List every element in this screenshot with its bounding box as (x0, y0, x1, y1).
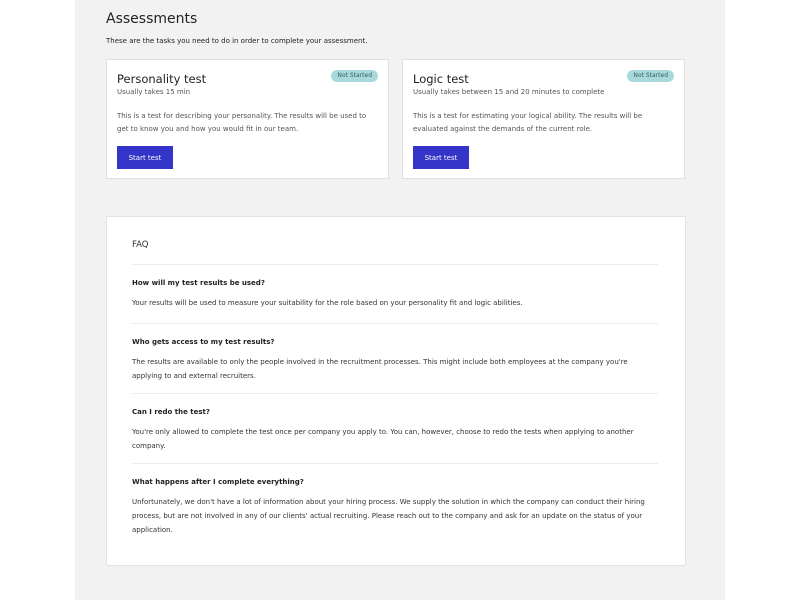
logic-test-card (402, 59, 685, 179)
faq-item (132, 463, 658, 534)
test-description: This is a test for describing your personality. The results will be used to get to know you and how you would fit in our team. (117, 112, 367, 133)
faq-answer: The results are available to only the people involved in the recruitment processes. This might include both employees at the company you're applying to and external recruiters. (132, 358, 628, 380)
faq-answer: Your results will be used to measure your suitability for the role based on your personality fit and logic abilities. (132, 299, 523, 307)
assessments-panel (75, 0, 725, 600)
start-logic-test-button[interactable]: Start test (413, 146, 469, 169)
personality-test-card (106, 59, 389, 179)
faq-answer: You're only allowed to complete the test once per company you apply to. You can, however, choose to redo the tests when applying to another company. (132, 428, 634, 450)
test-duration: Usually takes 15 min (117, 88, 191, 96)
page-subtitle: These are the tasks you need to do in order to complete your assessment. (106, 37, 368, 45)
status-badge: Not Started (627, 70, 674, 82)
test-title: Personality test (117, 72, 207, 86)
faq-item (132, 393, 658, 450)
faq-item (132, 264, 658, 307)
status-badge: Not Started (331, 70, 378, 82)
test-description: This is a test for estimating your logical ability. The results will be evaluated against the demands of the current role. (413, 112, 643, 133)
test-title: Logic test (413, 72, 469, 86)
start-personality-test-button[interactable]: Start test (117, 146, 173, 169)
faq-question: What happens after I complete everything? (132, 478, 304, 486)
faq-question: Who gets access to my test results? (132, 338, 275, 346)
faq-title: FAQ (132, 240, 149, 250)
faq-answer: Unfortunately, we don't have a lot of information about your hiring process. We supply the solution in which the company can conduct their hiring process, but are not involved in any of our clients' actual recruiting. Please reach out to the company and ask for an update on the status of your application. (132, 498, 645, 534)
faq-item (132, 323, 658, 380)
test-duration: Usually takes between 15 and 20 minutes to complete (413, 88, 605, 96)
page-title: Assessments (106, 11, 198, 27)
faq-section (106, 216, 686, 566)
faq-question: Can I redo the test? (132, 408, 210, 416)
faq-question: How will my test results be used? (132, 279, 265, 287)
